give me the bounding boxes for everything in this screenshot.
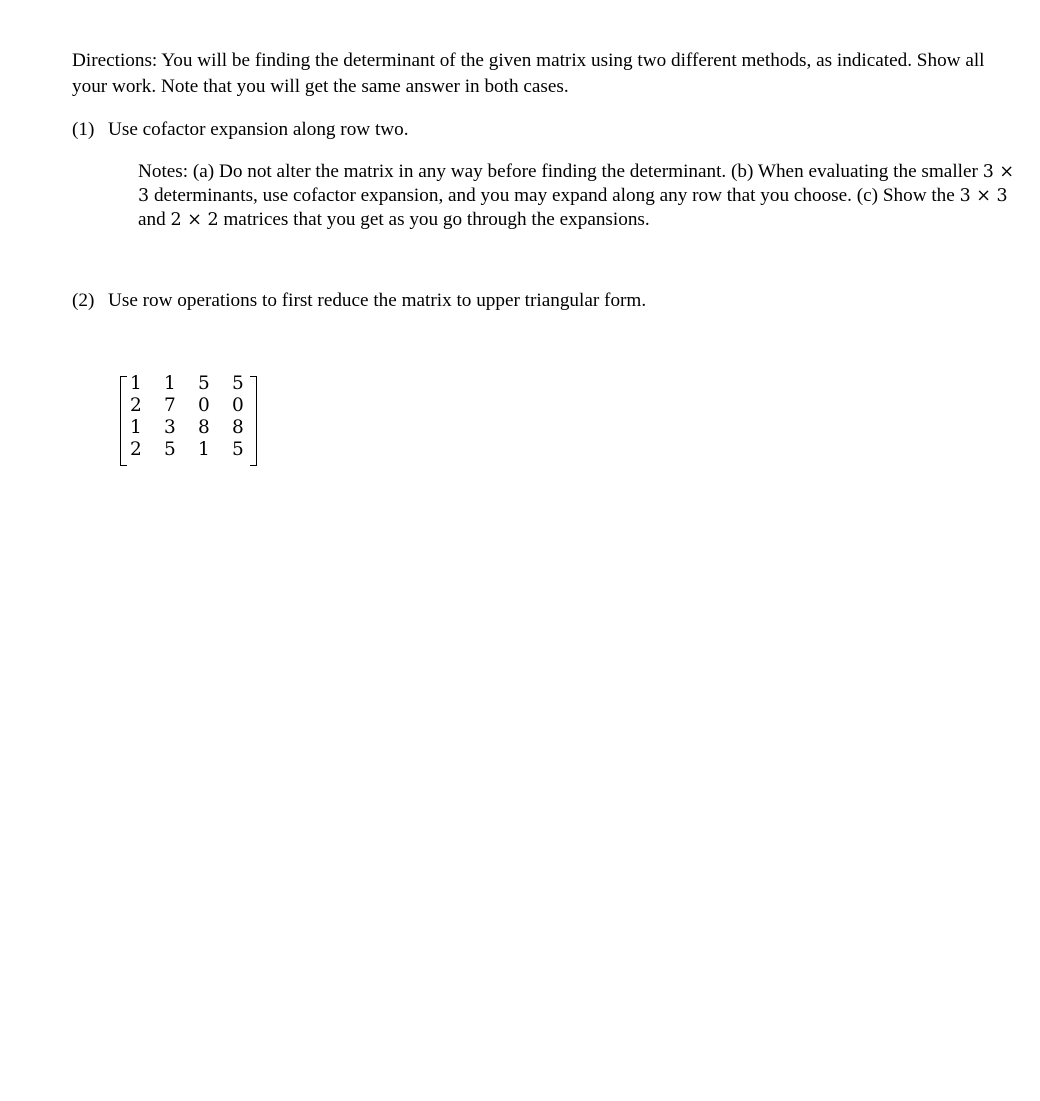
question-2-number: (2) [72, 290, 95, 311]
notes-part-2: determinants, use cofactor expansion, and you may expand along any row that you choose. (c) Show the [149, 185, 960, 206]
question-2 [72, 288, 646, 314]
directions-text: Directions: You will be finding the determinant of the given matrix using two different methods, as indicated. Show all your work. Note that you will get the same answer in both cases. [72, 50, 985, 97]
matrix-cell: 2 [130, 395, 142, 416]
matrix-cell: 1 [198, 439, 210, 460]
matrix-left-bracket [120, 376, 127, 466]
matrix-cell: 2 [130, 439, 142, 460]
notes-math-3x3-second: 3 × 3 [959, 186, 1008, 206]
matrix-right-bracket [250, 376, 257, 466]
matrix-cell: 1 [130, 417, 142, 438]
matrix-cell: 1 [164, 373, 176, 394]
matrix-cell: 0 [198, 395, 210, 416]
matrix-cell: 5 [232, 373, 244, 394]
question-1-text: Use cofactor expansion along row two. [108, 119, 409, 140]
notes-part-1: Notes: (a) Do not alter the matrix in any way before finding the determinant. (b) When evaluating the smaller [138, 161, 983, 182]
matrix-cell: 0 [232, 395, 244, 416]
question-2-text: Use row operations to first reduce the matrix to upper triangular form. [108, 290, 647, 311]
matrix-cell: 5 [164, 439, 176, 460]
matrix [119, 373, 259, 465]
question-1-number: (1) [72, 119, 95, 140]
matrix-cell: 8 [232, 417, 244, 438]
matrix-cell: 5 [232, 439, 244, 460]
matrix-cell: 7 [164, 395, 176, 416]
question-1-notes [138, 160, 1018, 232]
notes-part-3: and [138, 209, 171, 230]
matrix-cell: 3 [164, 417, 176, 438]
matrix-grid [130, 373, 258, 461]
question-1 [72, 117, 409, 143]
matrix-cell: 5 [198, 373, 210, 394]
notes-math-2x2: 2 × 2 [170, 210, 219, 230]
notes-math-3x3: 3 × 3 [138, 162, 1015, 206]
notes-part-4: matrices that you get as you go through the expansions. [218, 209, 650, 230]
matrix-cell: 1 [130, 373, 142, 394]
matrix-cell: 8 [198, 417, 210, 438]
